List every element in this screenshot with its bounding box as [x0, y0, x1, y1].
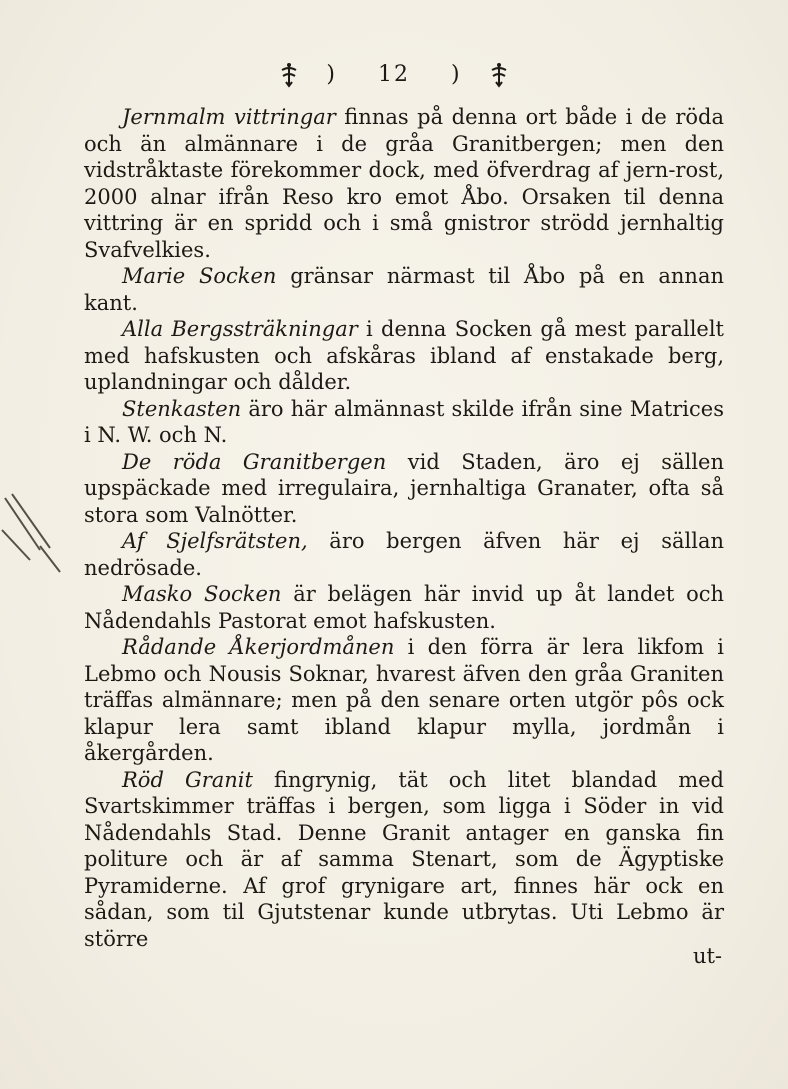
header-left-paren: ) [326, 62, 337, 87]
paragraph-text: är belägen här invid up åt landet och Nådendahls Pastorat emot hafskusten. [84, 582, 724, 633]
paragraph-text: finnas på denna ort både i de röda och än almännare i de gråa Granitbergen; men den vidstråktaste förekommer dock, med öfverdrag af jern-rost, 2000 alnar ifrån Reso kro emot Åbo. Orsaken til denna vittring är en spridd och i små gnistror strödd jernhaltig Svafvelkies. [84, 105, 724, 262]
paragraph [84, 767, 724, 953]
paragraph-text: gränsar närmast til Åbo på en annan kant. [84, 264, 724, 315]
paragraph-text: i denna Socken gå mest parallelt med hafskusten och afskåras ibland af enstakade berg, uplandningar och dålder. [84, 317, 724, 394]
paragraph-lead-italic: Stenkasten [122, 396, 242, 421]
paragraph-text: fingrynig, tät och litet blandad med Svartskimmer träffas i bergen, som ligga i Söder in vid Nådendahls Stad. Denne Granit antager en ganska fin politure och är af samma Stenart, som de Ägyptiske Pyramiderne. Af grof grynigare art, finnes här ock en sådan, som til Gjutstenar kunde utbrytas. Uti Lebmo är större [84, 767, 724, 951]
header-right-paren: ) [451, 62, 462, 87]
margin-pencil-marks-icon [0, 490, 90, 590]
paragraph-text: äro här almännast skilde ifrån sine Matrices i N. W. och N. [84, 396, 724, 447]
paragraph-lead-italic: Masko Socken [122, 582, 282, 606]
paragraph-lead-italic: Alla Bergssträkningar [122, 317, 358, 341]
paragraph [84, 449, 724, 529]
paragraph-lead-italic: De röda Granitbergen [122, 449, 387, 474]
paragraph [84, 104, 724, 263]
paragraph [84, 316, 724, 396]
page-number: 12 [378, 62, 410, 87]
fleuron-ornament-left-icon [277, 62, 301, 88]
paragraph [84, 396, 724, 449]
paragraph-lead-italic: Röd Granit [122, 767, 253, 792]
paragraph-text: vid Staden, äro ej sällen upspäckade med irregulaira, jernhaltiga Granater, ofta så stora som Valnötter. [84, 449, 724, 527]
paragraph-lead-italic: Marie Socken [122, 264, 277, 288]
paragraph-text: äro bergen äfven här ej sällan nedrösade. [84, 529, 724, 580]
body-text [84, 104, 724, 952]
paragraph-text: i den förra är lera likfom i Lebmo och Nousis Soknar, hvarest äfven den gråa Graniten träffas almännare; men på den senare orten utgör pôs ock klapur lera samt ibland klapur mylla, jordmån i åkergården. [84, 635, 724, 765]
paragraph [84, 581, 724, 634]
paragraph-lead-italic: Rådande Åkerjordmånen [122, 635, 395, 659]
fleuron-ornament-right-icon [487, 62, 511, 88]
catchword: ut- [692, 944, 722, 968]
paragraph [84, 263, 724, 316]
paragraph [84, 634, 724, 767]
running-header [0, 62, 788, 88]
paragraph [84, 528, 724, 581]
paragraph-lead-italic: Af Sjelfsrätsten, [122, 529, 308, 553]
paragraph-lead-italic: Jernmalm vittringar [122, 105, 336, 129]
